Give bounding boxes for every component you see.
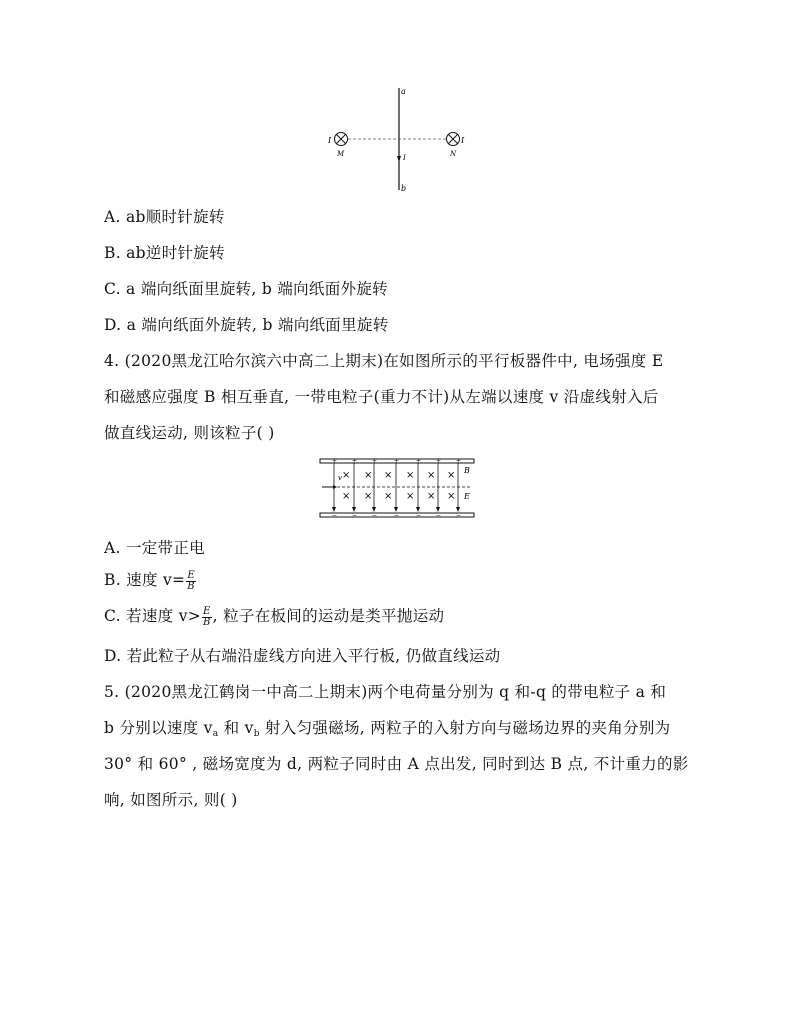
- q4-stem-line3: 做直线运动, 则该粒子( ): [104, 424, 275, 442]
- minus-sign: −: [352, 512, 358, 519]
- magnetic-field-cross: ×: [384, 470, 393, 481]
- magnetic-field-cross: ×: [427, 491, 436, 502]
- magnetic-field-cross: ×: [427, 470, 436, 481]
- minus-sign: −: [456, 512, 462, 519]
- magnetic-field-cross: ×: [364, 491, 373, 502]
- label-i-left: I: [328, 136, 332, 145]
- q4-stem-line1: 4. (2020黑龙江哈尔滨六中高二上期末)在如图所示的平行板器件中, 电场强度 E: [104, 352, 664, 370]
- label-v: v: [338, 474, 342, 482]
- magnetic-field-cross: ×: [342, 470, 351, 481]
- label-b: b: [401, 184, 407, 193]
- velocity-arrow-head-icon: [333, 485, 337, 489]
- current-into-page-icon-m: [335, 133, 348, 146]
- label-i-mid: I: [403, 154, 406, 162]
- current-into-page-icon-n: [447, 133, 460, 146]
- q3-option-c: C. a 端向纸面里旋转, b 端向纸面外旋转: [104, 280, 388, 298]
- magnetic-field-cross: ×: [384, 491, 393, 502]
- q3-option-b: B. ab逆时针旋转: [104, 244, 225, 262]
- plus-sign: +: [436, 457, 442, 465]
- q4-option-d: D. 若此粒子从右端沿虚线方向进入平行板, 仍做直线运动: [104, 647, 501, 665]
- q5-line2: b 分别以速度 $v_a$ 和 $v_b$ 射入匀强磁场, 两粒子的入射方向与磁场边界的夹角分别为: [104, 719, 671, 739]
- label-a: a: [401, 87, 406, 96]
- q5-line3: 30° 和 60° , 磁场宽度为 d, 两粒子同时由 A 点出发, 同时到达 B 点, 不计重力的影: [104, 755, 689, 773]
- plus-sign: +: [352, 457, 358, 465]
- magnetic-field-cross: ×: [364, 470, 373, 481]
- magnetic-field-cross: ×: [406, 491, 415, 502]
- q5-line1: 5. (2020黑龙江鹤岗一中高二上期末)两个电荷量分别为 q 和-q 的带电粒子 a 和: [104, 683, 667, 701]
- minus-sign: −: [332, 512, 338, 519]
- label-m: M: [337, 150, 345, 158]
- fraction-e-over-b-c: $\frac{E}{B}$: [203, 605, 211, 628]
- magnetic-field-cross: ×: [447, 491, 456, 502]
- minus-sign: −: [436, 512, 442, 519]
- q3-option-d: D. a 端向纸面外旋转, b 端向纸面里旋转: [104, 316, 389, 334]
- label-e-field: E: [464, 492, 470, 501]
- minus-sign: −: [372, 512, 378, 519]
- plus-sign: +: [456, 457, 462, 465]
- minus-sign: −: [416, 512, 422, 519]
- q5-line4: 响, 如图所示, 则( ): [104, 791, 238, 809]
- plus-sign: +: [416, 457, 422, 465]
- magnetic-field-cross: ×: [406, 470, 415, 481]
- figure-parallel-plates: [318, 455, 476, 521]
- label-b-field: B: [464, 466, 470, 475]
- subscript-a: a: [212, 729, 219, 739]
- plus-sign: +: [332, 457, 338, 465]
- minus-sign: −: [394, 512, 400, 519]
- q4-stem-line2: 和磁感应强度 B 相互垂直, 一带电粒子(重力不计)从左端以速度 v 沿虚线射入后: [104, 388, 659, 406]
- q4-option-a: A. 一定带正电: [104, 539, 205, 557]
- q4-option-c: [104, 604, 444, 628]
- label-n: N: [450, 150, 457, 158]
- label-i-right: I: [461, 136, 465, 145]
- q4-option-c-suffix: , 粒子在板间的运动是类平抛运动: [212, 607, 445, 625]
- plus-sign: +: [394, 457, 400, 465]
- subscript-b: b: [253, 729, 260, 739]
- q4-option-b: [104, 568, 197, 592]
- fraction-e-over-b: $\frac{E}{B}$: [187, 569, 195, 592]
- q3-option-a: A. ab顺时针旋转: [104, 208, 225, 226]
- current-arrow-icon: [397, 156, 401, 162]
- magnetic-field-cross: ×: [342, 491, 351, 502]
- magnetic-field-cross: ×: [447, 470, 456, 481]
- q4-option-b-text: B. 速度 v=: [104, 571, 186, 589]
- q4-option-c-prefix: C. 若速度 v>: [104, 607, 202, 625]
- figure-wire-currents: [320, 84, 480, 194]
- plus-sign: +: [372, 457, 378, 465]
